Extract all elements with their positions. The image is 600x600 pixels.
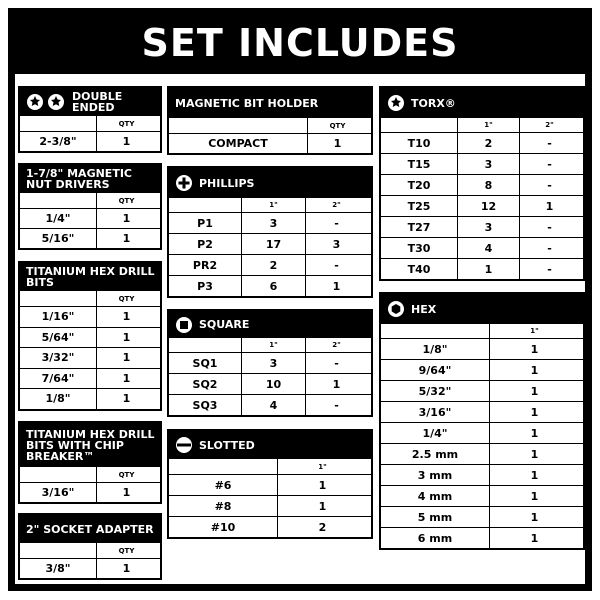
square-cell-b: 1 bbox=[305, 374, 367, 394]
titanium_hex_drill_bits-cell-size: 1/8" bbox=[45, 392, 71, 406]
torx-cell-size: T30 bbox=[407, 241, 431, 255]
table-row bbox=[169, 516, 371, 537]
hex-cell-a: 1 bbox=[489, 423, 579, 443]
socket_adapter-cell-size: 3/8" bbox=[45, 562, 71, 575]
magnetic_nut_drivers-cell-qty: 1 bbox=[96, 229, 156, 248]
square-col-size-empty bbox=[169, 338, 241, 352]
slotted-col-col1: 1" bbox=[277, 459, 367, 474]
torx-column-header-row bbox=[381, 118, 583, 132]
table-row bbox=[381, 422, 583, 443]
torx-cell-b: - bbox=[519, 259, 579, 279]
table-row bbox=[169, 474, 371, 495]
table-row bbox=[381, 527, 583, 548]
hex-cell-size: 1/4" bbox=[422, 426, 448, 440]
magnetic_nut_drivers-table bbox=[18, 163, 162, 250]
torx-cell-b: - bbox=[519, 154, 579, 174]
double_ended-cell-qty: 1 bbox=[96, 132, 156, 151]
slotted-cell-size: #8 bbox=[214, 499, 232, 513]
table-row bbox=[381, 153, 583, 174]
double_ended-cell-size: 2-3/8" bbox=[39, 135, 77, 148]
magnetic_bit_holder-col-size-empty bbox=[169, 118, 307, 133]
square-col-col1: 1" bbox=[241, 338, 305, 352]
torx-cell-a: 3 bbox=[457, 154, 519, 174]
table-row bbox=[169, 133, 371, 153]
table-row bbox=[20, 558, 160, 578]
torx-table bbox=[379, 86, 585, 281]
square-column-header-row bbox=[169, 338, 371, 352]
chip_breaker-cell-size: 3/16" bbox=[41, 486, 75, 499]
chip_breaker-col-size-empty bbox=[20, 467, 96, 482]
titanium_hex_drill_bits-cell-size: 3/32" bbox=[41, 351, 75, 365]
magnetic_bit_holder-column-header-row bbox=[169, 118, 371, 133]
torx-cell-a: 2 bbox=[457, 133, 519, 153]
table-row bbox=[381, 401, 583, 422]
titanium_hex_drill_bits-column-header-row bbox=[20, 291, 160, 306]
socket_adapter-header bbox=[20, 515, 160, 543]
phillips-cell-a: 2 bbox=[241, 255, 305, 275]
phillips-cell-size: P2 bbox=[197, 237, 213, 251]
hex-header bbox=[381, 294, 583, 324]
torx-cell-a: 1 bbox=[457, 259, 519, 279]
magnetic_bit_holder-table bbox=[167, 86, 373, 155]
phillips-cell-a: 6 bbox=[241, 276, 305, 296]
torx-star-pair-icon bbox=[26, 93, 66, 111]
hex-cell-size: 3 mm bbox=[417, 468, 453, 482]
table-row bbox=[169, 352, 371, 373]
torx-cell-a: 4 bbox=[457, 238, 519, 258]
hex-cell-a: 1 bbox=[489, 339, 579, 359]
hex-column-header-row bbox=[381, 324, 583, 338]
table-row bbox=[381, 338, 583, 359]
socket_adapter-column-header-row bbox=[20, 543, 160, 558]
table-row bbox=[381, 464, 583, 485]
phillips-cell-b: - bbox=[305, 213, 367, 233]
square-col-col2: 2" bbox=[305, 338, 367, 352]
square-cell-a: 3 bbox=[241, 353, 305, 373]
hex-cell-size: 1/8" bbox=[422, 342, 448, 356]
hex-cell-a: 1 bbox=[489, 507, 579, 527]
hex-cell-a: 1 bbox=[489, 444, 579, 464]
double_ended-table bbox=[18, 86, 162, 153]
titanium_hex_drill_bits-table bbox=[18, 261, 162, 411]
slotted-cell-size: #10 bbox=[210, 520, 236, 534]
torx-cell-b: 1 bbox=[519, 196, 579, 216]
square-cell-a: 4 bbox=[241, 395, 305, 415]
page-title: SET INCLUDES bbox=[141, 21, 459, 65]
table-row bbox=[169, 233, 371, 254]
table-row bbox=[381, 380, 583, 401]
slotted-header bbox=[169, 431, 371, 459]
square-cell-size: SQ2 bbox=[192, 377, 218, 391]
table-row bbox=[169, 394, 371, 415]
phillips-column-header-row bbox=[169, 198, 371, 212]
magnetic_nut_drivers-cell-qty: 1 bbox=[96, 209, 156, 228]
phillips-col-col2: 2" bbox=[305, 198, 367, 212]
titanium_hex_drill_bits-cell-size: 5/64" bbox=[41, 330, 75, 344]
phillips-header bbox=[169, 168, 371, 198]
torx-cell-size: T10 bbox=[407, 136, 431, 150]
phillips-cell-size: P1 bbox=[197, 216, 213, 230]
chip_breaker-title: TITANIUM HEX DRILL BITS WITH CHIP BREAKER™ bbox=[26, 427, 155, 463]
torx-cell-b: - bbox=[519, 175, 579, 195]
phillips-title: PHILLIPS bbox=[199, 176, 255, 190]
torx-cell-b: - bbox=[519, 133, 579, 153]
square-header bbox=[169, 311, 371, 338]
phillips-cell-b: - bbox=[305, 255, 367, 275]
phillips-cell-size: PR2 bbox=[192, 258, 218, 272]
table-row bbox=[169, 275, 371, 296]
slotted-column-header-row bbox=[169, 459, 371, 474]
hex-cell-size: 5 mm bbox=[417, 510, 453, 524]
square-cell-b: - bbox=[305, 353, 367, 373]
torx-col-col1: 1" bbox=[457, 118, 519, 132]
hex-col-col1: 1" bbox=[489, 324, 579, 338]
torx-col-size-empty bbox=[381, 118, 457, 132]
phillips-cell-b: 1 bbox=[305, 276, 367, 296]
titanium_hex_drill_bits-header bbox=[20, 263, 160, 291]
table-row bbox=[20, 228, 160, 248]
hex-cell-a: 1 bbox=[489, 465, 579, 485]
table-row bbox=[381, 359, 583, 380]
table-row bbox=[169, 373, 371, 394]
hex-cell-size: 6 mm bbox=[417, 531, 453, 545]
double_ended-title: DOUBLE ENDED bbox=[72, 90, 123, 114]
double_ended-col-qty_header: QTY bbox=[96, 116, 156, 131]
hex-cell-a: 1 bbox=[489, 360, 579, 380]
hex-cell-size: 3/16" bbox=[418, 405, 452, 419]
table-row bbox=[20, 208, 160, 228]
table-row bbox=[169, 212, 371, 233]
slotted-cell-size: #6 bbox=[214, 478, 232, 492]
titanium_hex_drill_bits-cell-qty: 1 bbox=[96, 369, 156, 389]
table-row bbox=[381, 174, 583, 195]
socket_adapter-table bbox=[18, 513, 162, 580]
phillips-table bbox=[167, 166, 373, 298]
table-row bbox=[20, 368, 160, 389]
hex-icon bbox=[387, 300, 405, 318]
titanium_hex_drill_bits-cell-qty: 1 bbox=[96, 307, 156, 327]
torx-cell-a: 12 bbox=[457, 196, 519, 216]
magnetic_nut_drivers-col-size-empty bbox=[20, 193, 96, 208]
torx-cell-b: - bbox=[519, 238, 579, 258]
double_ended-col-size-empty bbox=[20, 116, 96, 131]
table-row bbox=[381, 506, 583, 527]
double_ended-header bbox=[20, 88, 160, 116]
chip_breaker-header bbox=[20, 423, 160, 467]
socket_adapter-col-qty_header: QTY bbox=[96, 543, 156, 558]
slotted-col-size-empty bbox=[169, 459, 277, 474]
torx-cell-size: T20 bbox=[407, 178, 431, 192]
table-row bbox=[381, 237, 583, 258]
slotted-table bbox=[167, 429, 373, 539]
phillips-cell-a: 3 bbox=[241, 213, 305, 233]
square-cell-b: - bbox=[305, 395, 367, 415]
magnetic_bit_holder-header bbox=[169, 88, 371, 118]
torx-star-icon bbox=[387, 94, 405, 112]
titanium_hex_drill_bits-title: TITANIUM HEX DRILL BITS bbox=[26, 265, 155, 289]
slotted-cell-a: 1 bbox=[277, 496, 367, 516]
phillips-cell-size: P3 bbox=[197, 279, 213, 293]
slotted-title: SLOTTED bbox=[199, 438, 255, 452]
chip_breaker-table bbox=[18, 421, 162, 504]
square-table bbox=[167, 309, 373, 417]
table-row bbox=[20, 327, 160, 348]
table-row bbox=[381, 258, 583, 279]
table-row bbox=[20, 306, 160, 327]
table-row bbox=[381, 132, 583, 153]
table-row bbox=[169, 254, 371, 275]
square-cell-size: SQ1 bbox=[192, 356, 218, 370]
titanium_hex_drill_bits-col-size-empty bbox=[20, 291, 96, 306]
double_ended-column-header-row bbox=[20, 116, 160, 131]
socket_adapter-cell-qty: 1 bbox=[96, 559, 156, 578]
magnetic_bit_holder-col-qty_header: QTY bbox=[307, 118, 367, 133]
hex-cell-a: 1 bbox=[489, 528, 579, 548]
table-row bbox=[381, 216, 583, 237]
magnetic_bit_holder-title: MAGNETIC BIT HOLDER bbox=[175, 96, 319, 110]
magnetic_nut_drivers-title: 1-7/8" MAGNETIC NUT DRIVERS bbox=[26, 167, 132, 191]
chip_breaker-cell-qty: 1 bbox=[96, 483, 156, 502]
titanium_hex_drill_bits-cell-qty: 1 bbox=[96, 389, 156, 409]
titanium_hex_drill_bits-cell-size: 1/16" bbox=[41, 310, 75, 324]
phillips-col-size-empty bbox=[169, 198, 241, 212]
magnetic_nut_drivers-header bbox=[20, 165, 160, 193]
hex-col-size-empty bbox=[381, 324, 489, 338]
torx-cell-size: T15 bbox=[407, 157, 431, 171]
table-row bbox=[381, 195, 583, 216]
torx-cell-b: - bbox=[519, 217, 579, 237]
magnetic_bit_holder-cell-qty: 1 bbox=[307, 134, 367, 153]
hex-cell-size: 9/64" bbox=[418, 363, 452, 377]
torx-cell-size: T25 bbox=[407, 199, 431, 213]
square-cell-a: 10 bbox=[241, 374, 305, 394]
titanium_hex_drill_bits-cell-qty: 1 bbox=[96, 348, 156, 368]
phillips-plus-icon bbox=[175, 174, 193, 192]
phillips-col-col1: 1" bbox=[241, 198, 305, 212]
magnetic_nut_drivers-column-header-row bbox=[20, 193, 160, 208]
torx-col-col2: 2" bbox=[519, 118, 579, 132]
square-drive-icon bbox=[175, 316, 193, 334]
torx-header bbox=[381, 88, 583, 118]
slotted-cell-a: 2 bbox=[277, 517, 367, 537]
table-row bbox=[20, 482, 160, 502]
table-row bbox=[381, 443, 583, 464]
table-row bbox=[20, 347, 160, 368]
phillips-cell-a: 17 bbox=[241, 234, 305, 254]
chip_breaker-column-header-row bbox=[20, 467, 160, 482]
hex-cell-size: 5/32" bbox=[418, 384, 452, 398]
titanium_hex_drill_bits-cell-qty: 1 bbox=[96, 328, 156, 348]
slotted-icon bbox=[175, 436, 193, 454]
torx-cell-size: T40 bbox=[407, 262, 431, 276]
hex-cell-a: 1 bbox=[489, 402, 579, 422]
torx-cell-size: T27 bbox=[407, 220, 431, 234]
titanium_hex_drill_bits-cell-size: 7/64" bbox=[41, 371, 75, 385]
table-row bbox=[381, 485, 583, 506]
slotted-cell-a: 1 bbox=[277, 475, 367, 495]
table-row bbox=[169, 495, 371, 516]
magnetic_nut_drivers-cell-size: 5/16" bbox=[41, 232, 75, 245]
square-title: SQUARE bbox=[199, 318, 250, 331]
table-row bbox=[20, 388, 160, 409]
hex-table bbox=[379, 292, 585, 550]
hex-cell-a: 1 bbox=[489, 381, 579, 401]
torx-cell-a: 8 bbox=[457, 175, 519, 195]
magnetic_nut_drivers-cell-size: 1/4" bbox=[45, 212, 71, 225]
square-cell-size: SQ3 bbox=[192, 398, 218, 412]
socket_adapter-col-size-empty bbox=[20, 543, 96, 558]
magnetic_nut_drivers-col-qty_header: QTY bbox=[96, 193, 156, 208]
table-row bbox=[20, 131, 160, 151]
hex-cell-a: 1 bbox=[489, 486, 579, 506]
hex-cell-size: 4 mm bbox=[417, 489, 453, 503]
titanium_hex_drill_bits-col-qty_header: QTY bbox=[96, 291, 156, 306]
torx-title: TORX® bbox=[411, 96, 456, 110]
magnetic_bit_holder-cell-size: COMPACT bbox=[208, 137, 268, 150]
hex-title: HEX bbox=[411, 302, 437, 316]
hex-cell-size: 2.5 mm bbox=[411, 447, 459, 461]
phillips-cell-b: 3 bbox=[305, 234, 367, 254]
socket_adapter-title: 2" SOCKET ADAPTER bbox=[26, 522, 154, 536]
torx-cell-a: 3 bbox=[457, 217, 519, 237]
chip_breaker-col-qty_header: QTY bbox=[96, 467, 156, 482]
